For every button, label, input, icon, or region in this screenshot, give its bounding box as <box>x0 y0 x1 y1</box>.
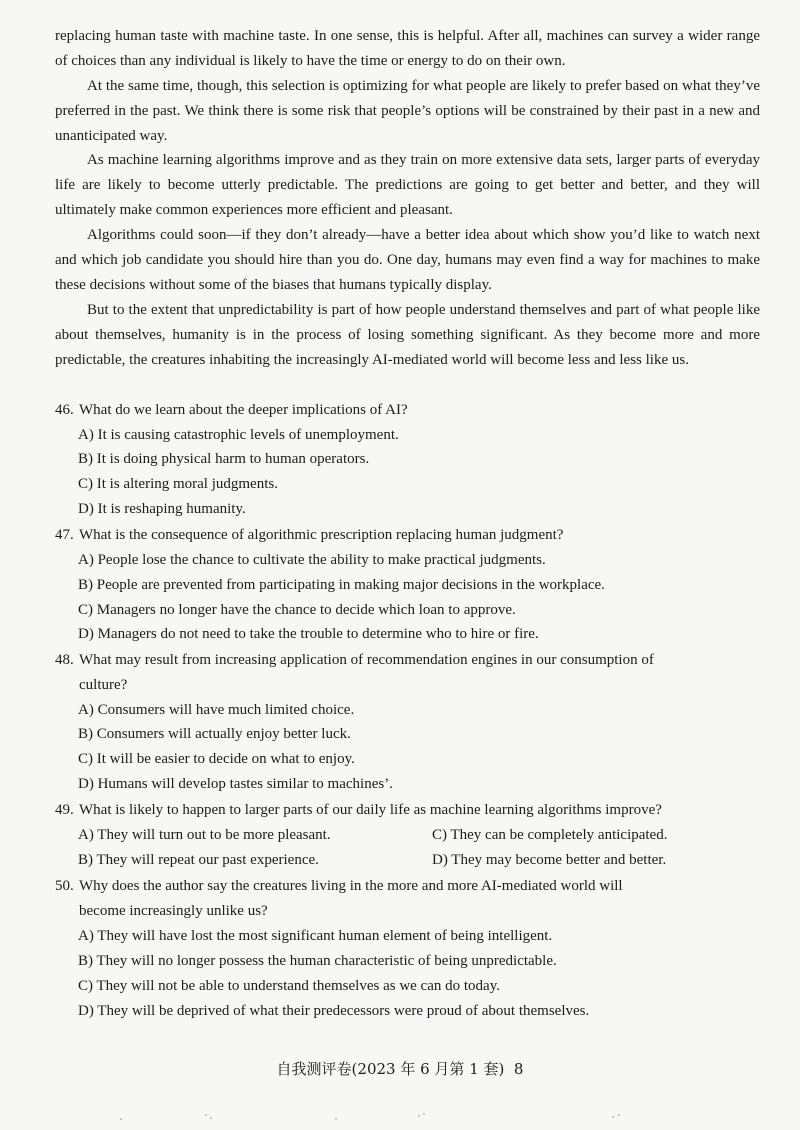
option-48-c: C) It will be easier to decide on what to enjoy. <box>78 751 355 767</box>
speck <box>418 1115 420 1117</box>
option-50-b: B) They will no longer possess the human characteristic of being unpredictable. <box>78 953 557 969</box>
question-number: 49. <box>55 802 74 818</box>
option-48-a: A) Consumers will have much limited choice. <box>78 702 355 718</box>
option-47-b: B) People are prevented from participating in making major decisions in the workplace. <box>78 577 605 593</box>
question-number: 47. <box>55 527 74 543</box>
speck <box>618 1114 620 1116</box>
footer-label: 自我测评卷(2023 年 6 月第 1 套) <box>276 1060 505 1078</box>
option-46-d: D) It is reshaping humanity. <box>78 501 246 517</box>
question-number: 46. <box>55 402 74 418</box>
option-49-a: A) They will turn out to be more pleasant. <box>78 827 331 843</box>
passage-paragraph-4: Algorithms could soon—if they don’t already—have a better idea about which show you’d like to watch next and which job candidate you should hire than you do. One day, humans may even find a way for machines to make these decisions without some of the biases that humans typically display. <box>55 227 760 293</box>
option-47-a: A) People lose the chance to cultivate the ability to make practical judgments. <box>78 552 546 568</box>
question-46 <box>55 398 760 423</box>
passage-paragraph-5: But to the extent that unpredictability is part of how people understand themselves and part of what people like about themselves, humanity is in the process of losing something significant. As they become more and more predictable, the creatures inhabiting the increasingly AI-mediated world will become less and less like us. <box>55 302 760 368</box>
option-50-d: D) They will be deprived of what their predecessors were proud of about themselves. <box>78 1003 590 1019</box>
question-50 <box>55 874 760 924</box>
passage-paragraph-3: As machine learning algorithms improve and as they train on more extensive data sets, larger parts of everyday life are likely to become utterly predictable. The predictions are going to get better and better, and they will ultimately make common experiences more efficient and pleasant. <box>55 152 760 218</box>
question-stem: What do we learn about the deeper implications of AI? <box>79 402 408 418</box>
question-stem: What is the consequence of algorithmic prescription replacing human judgment? <box>79 527 564 543</box>
option-46-b: B) It is doing physical harm to human operators. <box>78 451 370 467</box>
speck <box>210 1117 212 1119</box>
page-footer <box>0 1058 800 1079</box>
option-47-c: C) Managers no longer have the chance to decide which loan to approve. <box>78 602 516 618</box>
question-stem: Why does the author say the creatures living in the more and more AI-mediated world will <box>79 878 623 894</box>
question-48 <box>55 648 760 698</box>
speck <box>335 1118 337 1120</box>
question-47 <box>55 523 760 548</box>
question-stem: What may result from increasing application of recommendation engines in our consumption of <box>79 652 654 668</box>
option-47-d: D) Managers do not need to take the trouble to determine who to hire or fire. <box>78 626 539 642</box>
question-stem: What is likely to happen to larger parts of our daily life as machine learning algorithms improve? <box>79 802 662 818</box>
passage-paragraph-2: At the same time, though, this selection is optimizing for what people are likely to prefer based on what they’ve preferred in the past. We think there is some risk that people’s options will be constrained by their past in a new and unanticipated way. <box>55 78 760 144</box>
option-46-c: C) It is altering moral judgments. <box>78 476 278 492</box>
option-50-c: C) They will not be able to understand themselves as we can do today. <box>78 978 500 994</box>
option-50-a: A) They will have lost the most significant human element of being intelligent. <box>78 928 553 944</box>
option-49-b: B) They will repeat our past experience. <box>78 852 319 868</box>
option-49-d: D) They may become better and better. <box>432 852 667 868</box>
speck <box>423 1113 425 1115</box>
page-number: 8 <box>513 1060 524 1078</box>
question-49 <box>55 798 760 823</box>
speck <box>612 1116 614 1118</box>
option-48-b: B) Consumers will actually enjoy better luck. <box>78 726 351 742</box>
passage-paragraph-1: replacing human taste with machine taste. In one sense, this is helpful. After all, machines can survey a wider range of choices than any individual is likely to have the time or energy to do on their own. <box>55 28 760 69</box>
question-number: 48. <box>55 652 74 668</box>
option-48-d: D) Humans will develop tastes similar to machines’. <box>78 776 393 792</box>
option-46-a: A) It is causing catastrophic levels of unemployment. <box>78 427 399 443</box>
speck <box>205 1114 207 1116</box>
option-49-c: C) They can be completely anticipated. <box>432 827 668 843</box>
question-stem-continued: become increasingly unlike us? <box>79 902 268 919</box>
question-stem-continued: culture? <box>79 676 128 693</box>
scan-noise <box>0 1112 800 1122</box>
speck <box>120 1118 122 1120</box>
question-number: 50. <box>55 878 74 894</box>
